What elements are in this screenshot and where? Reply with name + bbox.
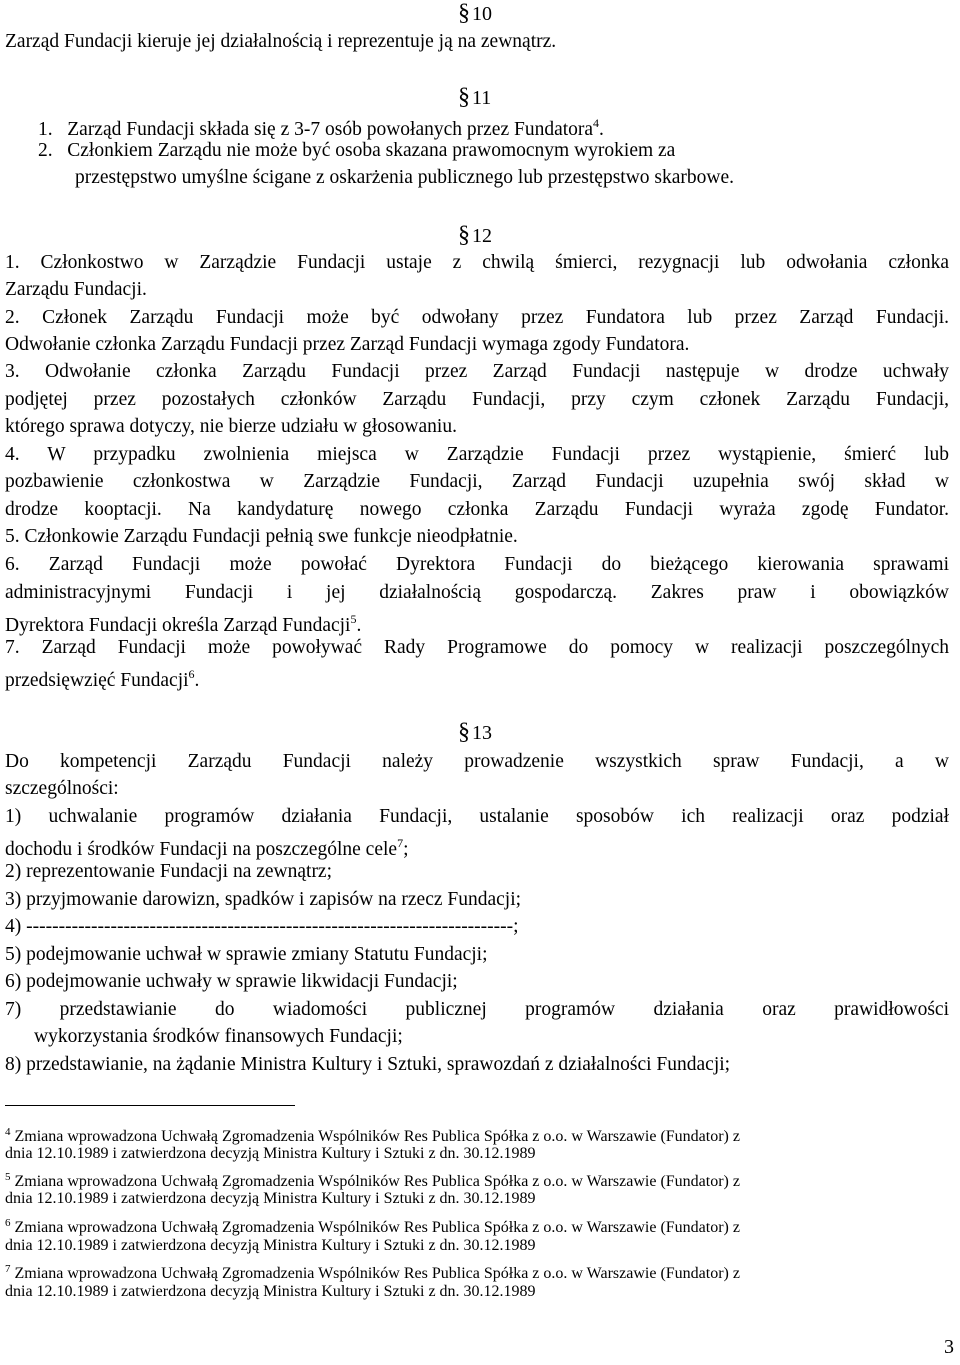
item-number: 2. — [38, 140, 53, 161]
text-line: 6. Zarząd Fundacji może powołać Dyrektora Fundacji do bieżącego kierowania sprawami — [5, 554, 949, 575]
text-line: 1. Członkostwo w Zarządzie Fundacji ustaje z chwilą śmierci, rezygnacji lub odwołania członka — [5, 252, 949, 273]
section-number: 10 — [472, 3, 492, 25]
footnote-ref: 7 — [397, 836, 404, 850]
list-item: 1) uchwalanie programów działania Fundacji, ustalanie sposobów ich realizacji oraz podział — [5, 806, 949, 827]
list-item: 5) podejmowanie uchwał w sprawie zmiany Statutu Fundacji; — [5, 944, 488, 965]
list-item: 8) przedstawianie, na żądanie Ministra Kultury i Sztuki, sprawozdań z działalności Fundacji; — [5, 1054, 731, 1075]
text-line: administracyjnymi Fundacji i jej działalnością gospodarczą. Zakres praw i obowiązków — [5, 582, 949, 603]
section-heading-13 — [458, 719, 492, 747]
footnote-text: Zmiana wprowadzona Uchwałą Zgromadzenia Wspólników Res Publica Spółka z o.o. w Warszawie (Fundator) z — [14, 1173, 740, 1190]
footnote-separator — [5, 1105, 295, 1106]
footnote-continuation: dnia 12.10.1989 i zatwierdzona decyzją Ministra Kultury i Sztuki z dn. 30.12.1989 — [5, 1237, 536, 1254]
footnote-mark: 7 — [5, 1263, 11, 1275]
footnote-text: Zmiana wprowadzona Uchwałą Zgromadzenia Wspólników Res Publica Spółka z o.o. w Warszawie (Fundator) z — [14, 1128, 740, 1145]
text-line: szczególności: — [5, 778, 119, 799]
text-line: Zarządu Fundacji. — [5, 279, 147, 300]
text-line: 7. Zarząd Fundacji może powoływać Rady Programowe do pomocy w realizacji poszczególnych — [5, 637, 949, 658]
section-heading-12 — [458, 222, 492, 250]
section-number: 13 — [472, 722, 492, 744]
footnote-continuation: dnia 12.10.1989 i zatwierdzona decyzją Ministra Kultury i Sztuki z dn. 30.12.1989 — [5, 1145, 536, 1162]
list-item: 3) przyjmowanie darowizn, spadków i zapisów na rzecz Fundacji; — [5, 889, 522, 910]
text-line — [5, 661, 199, 694]
footnote-mark: 6 — [5, 1217, 11, 1229]
footnote-ref: 4 — [593, 116, 600, 130]
footnote-text: Zmiana wprowadzona Uchwałą Zgromadzenia Wspólników Res Publica Spółka z o.o. w Warszawie (Fundator) z — [14, 1219, 740, 1236]
text-line: pozbawienie członkostwa w Zarządzie Fundacji, Zarząd Fundacji uzupełnia swój skład w — [5, 471, 949, 492]
line-text: dochodu i środków Fundacji na poszczególne cele — [5, 839, 398, 860]
text-line: 3. Odwołanie członka Zarządu Fundacji przez Zarząd Fundacji następuje w drodze uchwały — [5, 361, 949, 382]
item-number: 1. — [38, 119, 53, 140]
line-text: przedsięwzięć Fundacji — [5, 670, 189, 691]
line-suffix: ; — [403, 839, 409, 860]
line-text: Dyrektora Fundacji określa Zarząd Fundacji — [5, 615, 351, 636]
section-sign: § — [458, 84, 470, 110]
page-number: 3 — [944, 1336, 954, 1358]
footnote-ref: 5 — [350, 612, 357, 626]
footnote-text: Zmiana wprowadzona Uchwałą Zgromadzenia Wspólników Res Publica Spółka z o.o. w Warszawie (Fundator) z — [14, 1265, 740, 1282]
section-sign: § — [458, 719, 470, 745]
list-item: 4) ---------------------------------------------------------------------------; — [5, 916, 519, 937]
list-item-2-continuation: przestępstwo umyślne ścigane z oskarżenia publicznego lub przestępstwo skarbowe. — [75, 167, 735, 188]
section-number: 12 — [472, 225, 492, 247]
text-line: drodze kooptacji. Na kandydaturę nowego członka Zarządu Fundacji wyraża zgodę Fundator. — [5, 499, 949, 520]
text-line: Do kompetencji Zarządu Fundacji należy prowadzenie wszystkich spraw Fundacji, a w — [5, 751, 949, 772]
list-item: 7) przedstawianie do wiadomości publicznej programów działania oraz prawidłowości — [5, 999, 949, 1020]
list-item-continuation: wykorzystania środków finansowych Fundacji; — [34, 1026, 403, 1047]
item-suffix: . — [599, 119, 604, 140]
footnote-continuation: dnia 12.10.1989 i zatwierdzona decyzją Ministra Kultury i Sztuki z dn. 30.12.1989 — [5, 1190, 536, 1207]
footnote-mark: 4 — [5, 1126, 11, 1138]
text-line: którego sprawa dotyczy, nie bierze udziału w głosowaniu. — [5, 416, 457, 437]
item-text: Zarząd Fundacji składa się z 3-7 osób powołanych przez Fundatora — [67, 119, 594, 140]
list-item: 6) podejmowanie uchwały w sprawie likwidacji Fundacji; — [5, 971, 458, 992]
footnote-continuation: dnia 12.10.1989 i zatwierdzona decyzją Ministra Kultury i Sztuki z dn. 30.12.1989 — [5, 1283, 536, 1300]
text-line: 5. Członkowie Zarządu Fundacji pełnią swe funkcje nieodpłatnie. — [5, 526, 518, 547]
line-suffix: . — [194, 670, 200, 691]
section-sign: § — [458, 222, 470, 248]
line-suffix: . — [356, 615, 362, 636]
section-heading-11 — [458, 84, 491, 112]
section-heading-10 — [458, 0, 492, 28]
footnote-ref: 6 — [188, 667, 195, 681]
section-number: 11 — [472, 87, 492, 109]
footnote-mark: 5 — [5, 1171, 11, 1183]
list-item-2 — [38, 137, 675, 164]
text-line: podjętej przez pozostałych członków Zarządu Fundacji, przy czym członek Zarządu Fundacji, — [5, 389, 949, 410]
text-line: Odwołanie członka Zarządu Fundacji przez Zarząd Fundacji wymaga zgody Fundatora. — [5, 334, 690, 355]
text-line: 4. W przypadku zwolnienia miejsca w Zarządzie Fundacji przez wystąpienie, śmierć lub — [5, 444, 949, 465]
paragraph: Zarząd Fundacji kieruje jej działalnością i reprezentuje ją na zewnątrz. — [5, 31, 557, 52]
text-line: 2. Członek Zarządu Fundacji może być odwołany przez Fundatora lub przez Zarząd Fundacji. — [5, 307, 949, 328]
item-text: Członkiem Zarządu nie może być osoba skazana prawomocnym wyrokiem za — [67, 140, 676, 161]
section-sign: § — [458, 0, 470, 26]
list-item: 2) reprezentowanie Fundacji na zewnątrz; — [5, 861, 333, 882]
